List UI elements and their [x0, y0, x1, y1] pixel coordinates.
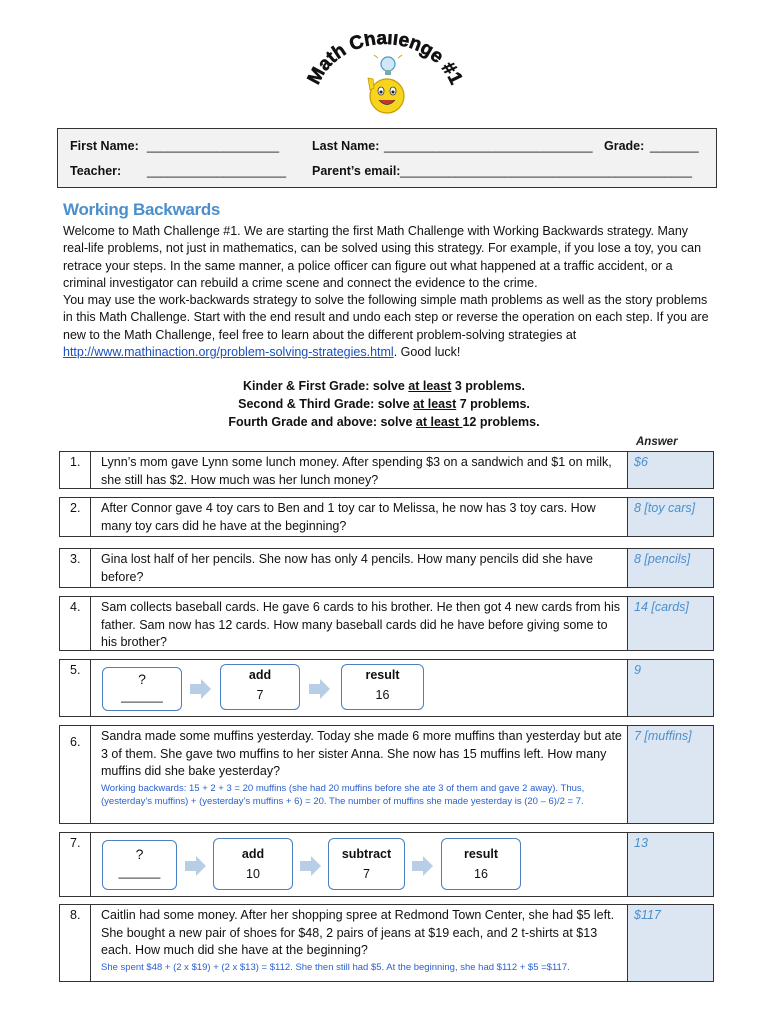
unknown-blank[interactable]: ______ — [118, 865, 161, 879]
result-box: result 16 — [341, 664, 424, 710]
result-box: result 16 — [441, 838, 521, 890]
problem-number: 8. — [70, 908, 81, 922]
student-info-box — [57, 128, 717, 188]
problem-number: 1. — [70, 455, 81, 469]
smiley-lightbulb-icon — [368, 55, 404, 113]
answer-column-header: Answer — [636, 436, 678, 448]
grade-requirements — [0, 377, 768, 431]
strategies-link[interactable]: http://www.mathinaction.org/problem-solving-strategies.html — [63, 345, 394, 360]
problem-number: 5. — [70, 663, 81, 677]
problem-2 — [59, 497, 714, 537]
arrow-right-icon — [412, 855, 434, 877]
math-challenge-logo — [300, 34, 470, 124]
first-name-field[interactable]: ___________________ — [147, 139, 280, 153]
arrow-right-icon — [300, 855, 322, 877]
answer-cell[interactable]: 7 [muffins] — [627, 726, 713, 823]
solution-note: Working backwards: 15 + 2 + 3 = 20 muffins (she had 20 muffins before she ate 3 of them and gave 2 away). Thus, (yesterday’s muffins) + (yesterday’s muffins + 6) = 20. The number of muffins she made yesterday is (20 – 6)/2 = 7. — [101, 782, 585, 807]
grade-field[interactable]: _______ — [650, 139, 699, 153]
arrow-right-icon — [309, 678, 331, 700]
answer-cell[interactable]: $6 — [627, 452, 713, 488]
problem-8 — [59, 904, 714, 982]
unknown-blank[interactable]: ______ — [121, 689, 163, 703]
problem-number: 6. — [70, 735, 81, 749]
add-box: add 7 — [220, 664, 300, 710]
answer-cell[interactable]: 14 [cards] — [627, 597, 713, 650]
subtract-box: subtract 7 — [328, 838, 405, 890]
parent-email-label: Parent’s email: — [312, 164, 401, 178]
problem-3 — [59, 548, 714, 588]
intro-text — [63, 223, 713, 361]
answer-cell[interactable]: 13 — [627, 833, 713, 896]
problem-6 — [59, 725, 714, 824]
teacher-label: Teacher: — [70, 164, 122, 178]
problem-7 — [59, 832, 714, 897]
intro-paragraph-1: Welcome to Math Challenge #1. We are starting the first Math Challenge with Working Backwards strategy. Many real-life problems, not just in mathematics, can be solved using this strategy. For example, if you lose a toy, you can retrace your steps. In the same manner, a police officer can figure out what happened at a traffic accident, or a criminal investigator can rebuild a crime scene and connect the evidence to the crime. — [63, 224, 702, 290]
problem-4 — [59, 596, 714, 651]
last-name-field[interactable]: ______________________________ — [384, 139, 593, 153]
problem-number: 4. — [70, 600, 81, 614]
arrow-right-icon — [185, 855, 207, 877]
add-box: add 10 — [213, 838, 293, 890]
grade-req-k1: Kinder & First Grade: solve at least 3 problems. — [242, 379, 526, 393]
answer-cell[interactable]: 8 [toy cars] — [627, 498, 713, 536]
first-name-label: First Name: — [70, 139, 139, 153]
problem-text: Lynn’s mom gave Lynn some lunch money. After spending $3 on a sandwich and $1 on milk, she still has $2. How much was her lunch money? — [101, 455, 612, 487]
problem-5 — [59, 659, 714, 717]
problem-text: Caitlin had some money. After her shopping spree at Redmond Town Center, she had $5 left. She bought a new pair of shoes for $48, 2 pairs of jeans at $19 each, and 2 t-shirts at $13 each. How much did she have at the beginning? She spent $48 + (2 x $19) + (2 x $13) = $112. She then still had $5. At the beginning, she had $112 + $5 =$117. — [101, 907, 626, 974]
grade-label: Grade: — [604, 139, 645, 153]
unknown-box: ? ______ — [102, 667, 182, 711]
problem-text: Sandra made some muffins yesterday. Today she made 6 more muffins than yesterday but ate 3 of them. She gave two muffins to her sister Anna. She now has 15 muffins left. How many muffins did she bake yesterday? Working backwards: 15 + 2 + 3 = 20 muffins (she had 20 muffins before she ate 3 of them and gave 2 away). Thus, (yesterday’s muffins) + (yesterday’s muffins + 6) = 20. The number of muffins she made yesterday is (20 – 6)/2 = 7. — [101, 728, 626, 809]
problem-text: After Connor gave 4 toy cars to Ben and 1 toy car to Melissa, he now has 3 toy cars. How many toy cars did he have at the beginning? — [101, 501, 596, 533]
teacher-field[interactable]: ____________________ — [147, 164, 287, 178]
problem-text: Gina lost half of her pencils. She now has only 4 pencils. How many pencils did she have before? — [101, 552, 593, 584]
unknown-box: ? ______ — [102, 840, 177, 890]
parent-email-field[interactable]: __________________________________________ — [400, 164, 692, 178]
last-name-label: Last Name: — [312, 139, 380, 153]
answer-cell[interactable]: 8 [pencils] — [627, 549, 713, 587]
section-heading: Working Backwards — [63, 200, 221, 219]
grade-req-4up: Fourth Grade and above: solve at least 12 problems. — [228, 415, 540, 429]
solution-note: She spent $48 + (2 x $19) + (2 x $13) = $112. She then still had $5. At the beginning, she had $112 + $5 =$117. — [101, 961, 570, 973]
problem-text: Sam collects baseball cards. He gave 6 cards to his brother. He then got 4 new cards from his father. Sam now has 12 cards. How many baseball cards did he have before giving some to his brother? — [101, 600, 621, 649]
problem-number: 7. — [70, 836, 81, 850]
problem-number: 3. — [70, 552, 81, 566]
grade-req-23: Second & Third Grade: solve at least 7 problems. — [238, 397, 530, 411]
logo-text: Math Challenge #1 — [303, 34, 467, 88]
arrow-right-icon — [190, 678, 212, 700]
intro-paragraph-2: You may use the work-backwards strategy to solve the following simple math problems as well as the story problems in this Math Challenge. Start with the end result and undo each step or reverse the operation on each step. If you are new to the Math Challenge, feel free to learn about the different problem-solving strategies at http://www.mathinaction.org/problem-solving-strategies.html. Good luck! — [63, 293, 709, 360]
answer-cell[interactable]: $117 — [627, 905, 713, 981]
problem-1 — [59, 451, 714, 489]
answer-cell[interactable]: 9 — [627, 660, 713, 716]
problem-number: 2. — [70, 501, 81, 515]
